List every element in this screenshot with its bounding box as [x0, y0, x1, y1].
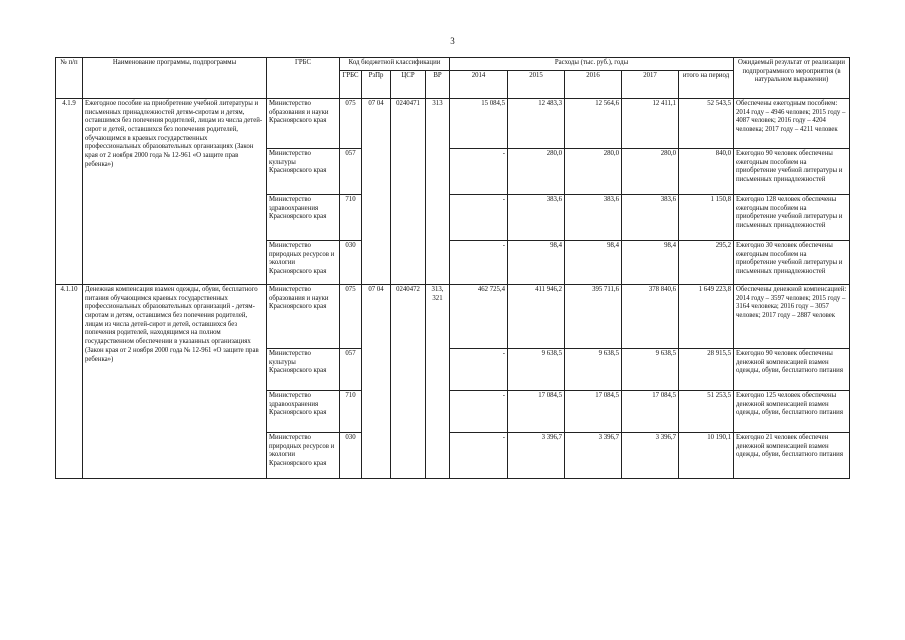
header-code-grbs: ГРБС	[340, 71, 362, 99]
grbs-name: Министерство здравоохранения Красноярского края	[267, 391, 340, 433]
header-code-csr: ЦСР	[391, 71, 426, 99]
program-table	[55, 57, 850, 479]
header-year-2014: 2014	[450, 71, 508, 99]
header-grbs: ГРБС	[267, 58, 340, 99]
grbs-name: Министерство здравоохранения Красноярского края	[267, 195, 340, 241]
item-name: Ежегодное пособие на приобретение учебной литературы и письменных принадлежностей детям-сиротам и детям, оставшимся без попечения родителей, лицам из числа детей-сирот и детей, оставшихся без попечения родителей, обучающимся в краевых государственных профессиональных образовательных организациях (Закон края от 2 ноября 2000 года № 12-961 «О защите прав ребенка»)	[83, 99, 267, 285]
value-2014: 15 084,5	[450, 99, 508, 149]
value-2015: 12 483,3	[508, 99, 565, 149]
code-csr: 0240471	[391, 99, 426, 285]
grbs-name: Министерство культуры Красноярского края	[267, 149, 340, 195]
value-2017: 9 638,5	[622, 349, 679, 391]
page-number: 3	[450, 36, 455, 46]
table-header	[56, 58, 850, 99]
code-vr: 313, 321	[426, 285, 450, 479]
value-total: 51 253,5	[679, 391, 734, 433]
value-2015: 3 396,7	[508, 433, 565, 479]
value-total: 1 649 223,8	[679, 285, 734, 349]
value-total: 295,2	[679, 241, 734, 285]
value-2014: -	[450, 433, 508, 479]
value-2017: 98,4	[622, 241, 679, 285]
value-2016: 12 564,6	[565, 99, 622, 149]
value-2015: 17 084,5	[508, 391, 565, 433]
code-grbs: 057	[340, 149, 362, 195]
expected-result: Ежегодно 21 человек обеспечен денежной компенсацией взамен одежды, обуви, бесплатного питания	[734, 433, 850, 479]
item-number: 4.1.10	[56, 285, 83, 479]
value-total: 1 150,8	[679, 195, 734, 241]
value-2014: -	[450, 241, 508, 285]
code-grbs: 030	[340, 433, 362, 479]
value-2014: -	[450, 149, 508, 195]
expected-result: Обеспечены денежной компенсацией: 2014 году – 3597 человек; 2015 году – 3164 человека; 2016 году – 3057 человек; 2017 году – 2887 человек	[734, 285, 850, 349]
value-2017: 383,6	[622, 195, 679, 241]
code-csr: 0240472	[391, 285, 426, 479]
value-2015: 98,4	[508, 241, 565, 285]
table-row	[56, 285, 850, 349]
value-2016: 17 084,5	[565, 391, 622, 433]
value-total: 28 915,5	[679, 349, 734, 391]
code-grbs: 710	[340, 391, 362, 433]
expected-result: Ежегодно 30 человек обеспечены ежегодным пособием на приобретение учебной литературы и письменных принадлежностей	[734, 241, 850, 285]
value-2017: 17 084,5	[622, 391, 679, 433]
value-2014: -	[450, 349, 508, 391]
code-grbs: 057	[340, 349, 362, 391]
value-2016: 98,4	[565, 241, 622, 285]
header-code-group: Код бюджетной классификации	[340, 58, 450, 71]
grbs-name: Министерство образования и науки Красноярского края	[267, 99, 340, 149]
value-2015: 9 638,5	[508, 349, 565, 391]
value-2015: 411 946,2	[508, 285, 565, 349]
expected-result: Ежегодно 90 человек обеспечены ежегодным пособием на приобретение учебной литературы и письменных принадлежностей	[734, 149, 850, 195]
grbs-name: Министерство природных ресурсов и экологии Красноярского края	[267, 433, 340, 479]
value-total: 840,0	[679, 149, 734, 195]
value-2017: 3 396,7	[622, 433, 679, 479]
value-total: 52 543,5	[679, 99, 734, 149]
code-grbs: 075	[340, 285, 362, 349]
header-num: № п/п	[56, 58, 83, 99]
value-2016: 395 711,6	[565, 285, 622, 349]
table-body	[56, 99, 850, 479]
value-2017: 378 840,6	[622, 285, 679, 349]
value-2017: 280,0	[622, 149, 679, 195]
value-2016: 280,0	[565, 149, 622, 195]
value-2014: -	[450, 195, 508, 241]
code-grbs: 075	[340, 99, 362, 149]
item-number: 4.1.9	[56, 99, 83, 285]
code-rzpr: 07 04	[362, 99, 391, 285]
value-2016: 9 638,5	[565, 349, 622, 391]
header-year-2016: 2016	[565, 71, 622, 99]
grbs-name: Министерство культуры Красноярского края	[267, 349, 340, 391]
expected-result: Обеспечены ежегодным пособием: 2014 году – 4946 человек; 2015 году – 4087 человек; 2016 году – 4204 человека; 2017 году – 4211 человек	[734, 99, 850, 149]
code-grbs: 710	[340, 195, 362, 241]
header-year-2017: 2017	[622, 71, 679, 99]
code-rzpr: 07 04	[362, 285, 391, 479]
header-code-rzpr: РзПр	[362, 71, 391, 99]
grbs-name: Министерство образования и науки Красноярского края	[267, 285, 340, 349]
header-name: Наименование программы, подпрограммы	[83, 58, 267, 99]
value-2014: -	[450, 391, 508, 433]
header-year-2015: 2015	[508, 71, 565, 99]
table-row	[56, 99, 850, 149]
value-2016: 383,6	[565, 195, 622, 241]
header-result: Ожидаемый результат от реализации подпрограммного мероприятия (в натуральном выражении)	[734, 58, 850, 99]
value-2016: 3 396,7	[565, 433, 622, 479]
header-code-vr: ВР	[426, 71, 450, 99]
expected-result: Ежегодно 128 человек обеспечены ежегодным пособием на приобретение учебной литературы и письменных принадлежностей	[734, 195, 850, 241]
value-total: 10 190,1	[679, 433, 734, 479]
value-2015: 383,6	[508, 195, 565, 241]
value-2015: 280,0	[508, 149, 565, 195]
value-2014: 462 725,4	[450, 285, 508, 349]
value-2017: 12 411,1	[622, 99, 679, 149]
header-total: итого на период	[679, 71, 734, 99]
code-vr: 313	[426, 99, 450, 285]
code-grbs: 030	[340, 241, 362, 285]
grbs-name: Министерство природных ресурсов и экологии Красноярского края	[267, 241, 340, 285]
expected-result: Ежегодно 90 человек обеспечены денежной компенсацией взамен одежды, обуви, бесплатного питания	[734, 349, 850, 391]
item-name: Денежная компенсация взамен одежды, обуви, бесплатного питания обучающимся краевых государственных профессиональных образовательных организаций - детям-сиротам и детям, оставшимся без попечения родителей, лицам из числа детей-сирот и детей, оставшихся без попечения родителей, находящимся на полном государственном обеспечении в указанных организациях (Закон края от 2 ноября 2000 года № 12-961 «О защите прав ребенка»)	[83, 285, 267, 479]
header-expenses-group: Расходы (тыс. руб.), годы	[450, 58, 734, 71]
expected-result: Ежегодно 125 человек обеспечены денежной компенсацией взамен одежды, обуви, бесплатного питания	[734, 391, 850, 433]
